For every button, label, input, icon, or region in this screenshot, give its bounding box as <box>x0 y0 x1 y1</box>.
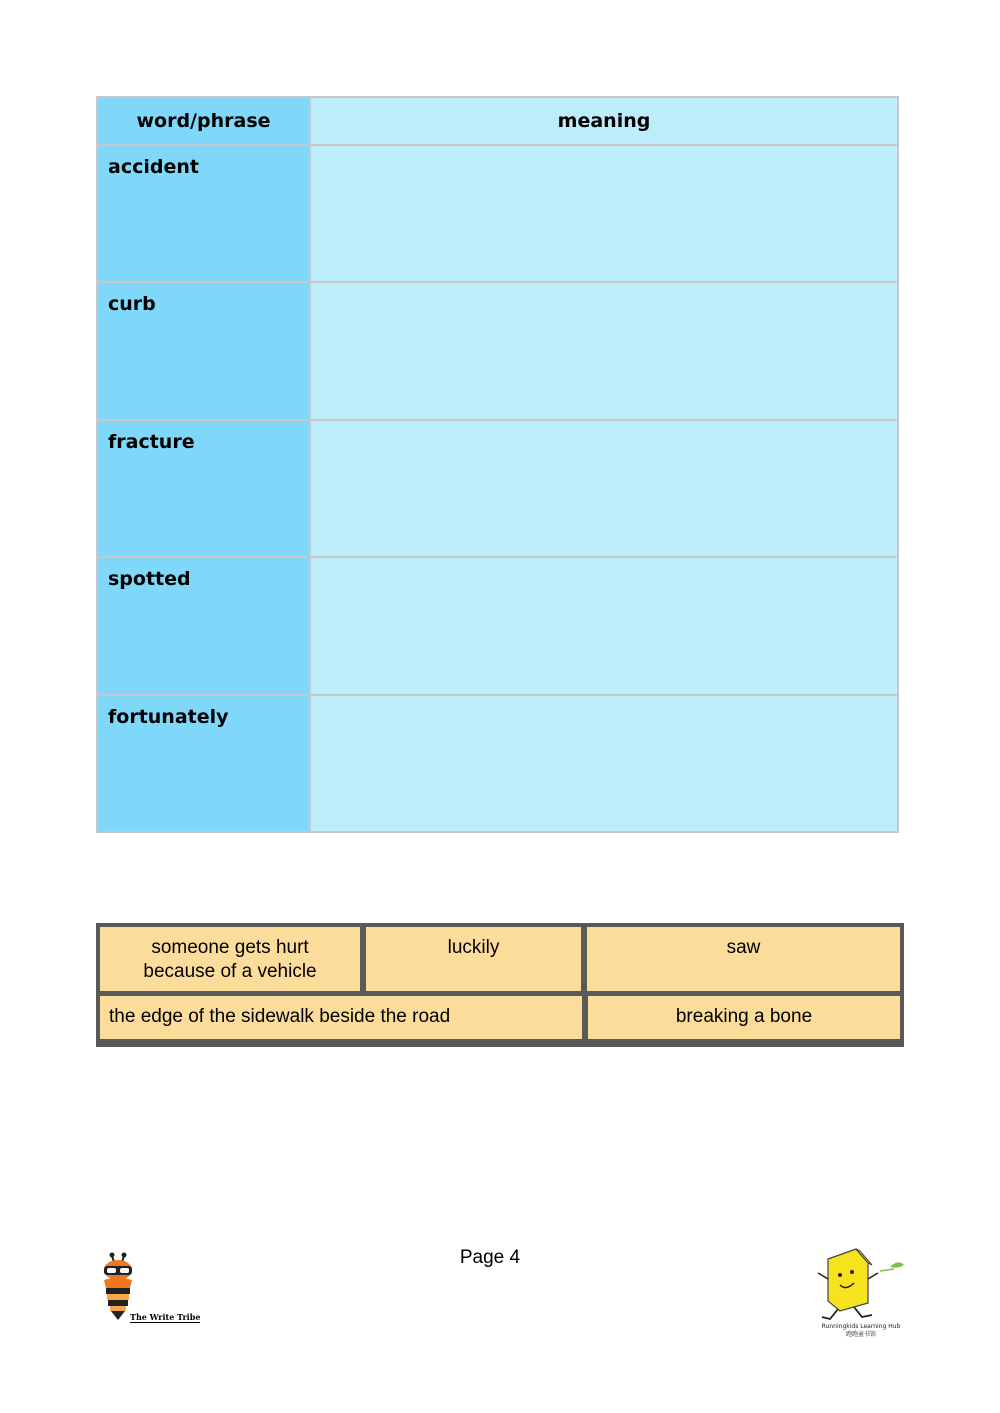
answer-tile[interactable] <box>100 927 360 991</box>
running-book-icon <box>810 1245 910 1325</box>
write-tribe-logo-text: The Write Tribe <box>130 1312 201 1322</box>
meaning-drop-zone[interactable] <box>311 146 897 281</box>
word-cell-accident: accident <box>98 146 309 281</box>
answer-tile[interactable]: saw <box>587 927 900 991</box>
answer-tile[interactable]: luckily <box>366 927 581 991</box>
word-cell-spotted: spotted <box>98 558 309 693</box>
word-cell-curb: curb <box>98 283 309 418</box>
word-cell-fracture: fracture <box>98 421 309 556</box>
vocabulary-table <box>96 96 899 833</box>
answer-bank <box>96 923 904 1047</box>
word-cell-fortunately: fortunately <box>98 696 309 831</box>
meaning-drop-zone[interactable] <box>311 558 897 693</box>
answer-tile[interactable]: the edge of the sidewalk beside the road <box>100 996 582 1039</box>
header-meaning: meaning <box>311 98 897 144</box>
header-word-phrase: word/phrase <box>98 98 309 144</box>
answer-tile-line: because of a vehicle <box>143 961 317 982</box>
meaning-drop-zone[interactable] <box>311 283 897 418</box>
page-number: Page 4 <box>459 1247 521 1268</box>
write-tribe-logo <box>98 1250 208 1330</box>
meaning-drop-zone[interactable] <box>311 696 897 831</box>
answer-tile[interactable]: breaking a bone <box>588 996 900 1039</box>
answer-tile-line: someone gets hurt <box>151 937 309 958</box>
runningkids-logo <box>810 1245 910 1345</box>
meaning-drop-zone[interactable] <box>311 421 897 556</box>
runningkids-logo-text-cn: 跑跑童书馆 <box>845 1331 876 1338</box>
runningkids-logo-text-en: Runningkids Learning Hub <box>821 1323 901 1330</box>
runningkids-logo-text <box>814 1323 908 1339</box>
